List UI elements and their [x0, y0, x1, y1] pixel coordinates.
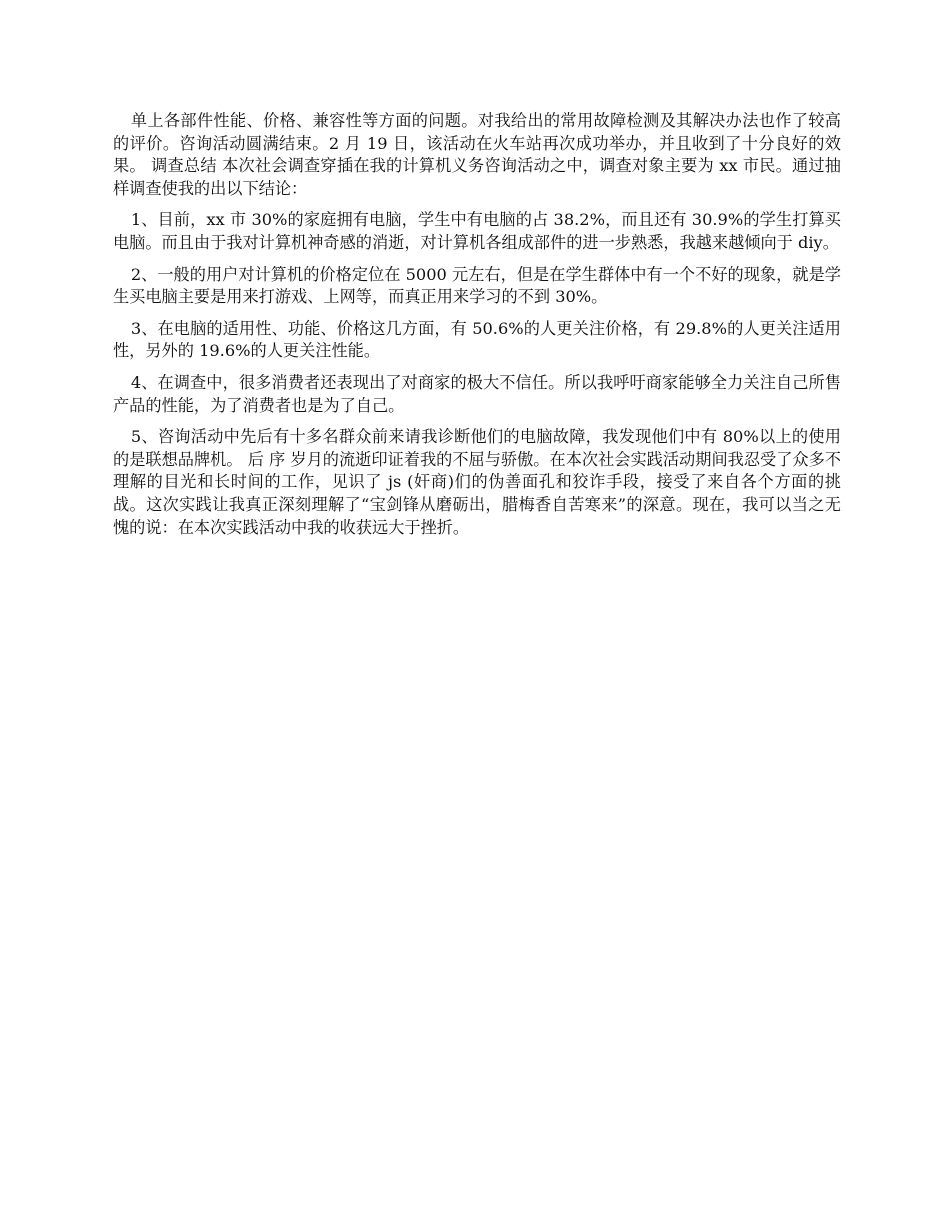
paragraph-finding-1: 1、目前，xx 市 30%的家庭拥有电脑，学生中有电脑的占 38.2%，而且还有 30.9%的学生打算买电脑。而且由于我对计算机神奇感的消逝，对计算机各组成部件的进一步熟悉，我越来越倾向于 diy。 [113, 210, 841, 252]
paragraph-finding-2: 2、一般的用户对计算机的价格定位在 5000 元左右，但是在学生群体中有一个不好的现象，就是学生买电脑主要是用来打游戏、上网等，而真正用来学习的不到 30%。 [113, 264, 841, 307]
document-body [113, 110, 841, 548]
paragraph-finding-5: 5、咨询活动中先后有十多名群众前来请我诊断他们的电脑故障，我发现他们中有 80%以上的使用的是联想品牌机。 后 序 岁月的流逝印证着我的不屈与骄傲。在本次社会实践活动期间我忍受了众多不理解的目光和长时间的工作，见识了 js (奸商)们的伪善面孔和狡诈手段，接受了来自各个方面的挑战。这次实践让我真正深刻理解了“宝剑锋从磨砺出，腊梅香自苦寒来”的深意。现在，我可以当之无愧的说：在本次实践活动中我的收获远大于挫折。 [113, 427, 841, 537]
paragraph-intro: 单上各部件性能、价格、兼容性等方面的问题。对我给出的常用故障检测及其解决办法也作了较高的评价。咨询活动圆满结束。2 月 19 日，该活动在火车站再次成功举办，并且收到了十分良好的效果。 调查总结 本次社会调查穿插在我的计算机义务咨询活动之中，调查对象主要为 xx 市民。通过抽样调查使我的出以下结论： [113, 111, 841, 198]
paragraph-finding-4: 4、在调查中，很多消费者还表现出了对商家的极大不信任。所以我呼吁商家能够全力关注自己所售产品的性能，为了消费者也是为了自己。 [113, 372, 841, 415]
paragraph-finding-3: 3、在电脑的适用性、功能、价格这几方面，有 50.6%的人更关注价格，有 29.8%的人更关注适用性，另外的 19.6%的人更关注性能。 [113, 318, 841, 361]
